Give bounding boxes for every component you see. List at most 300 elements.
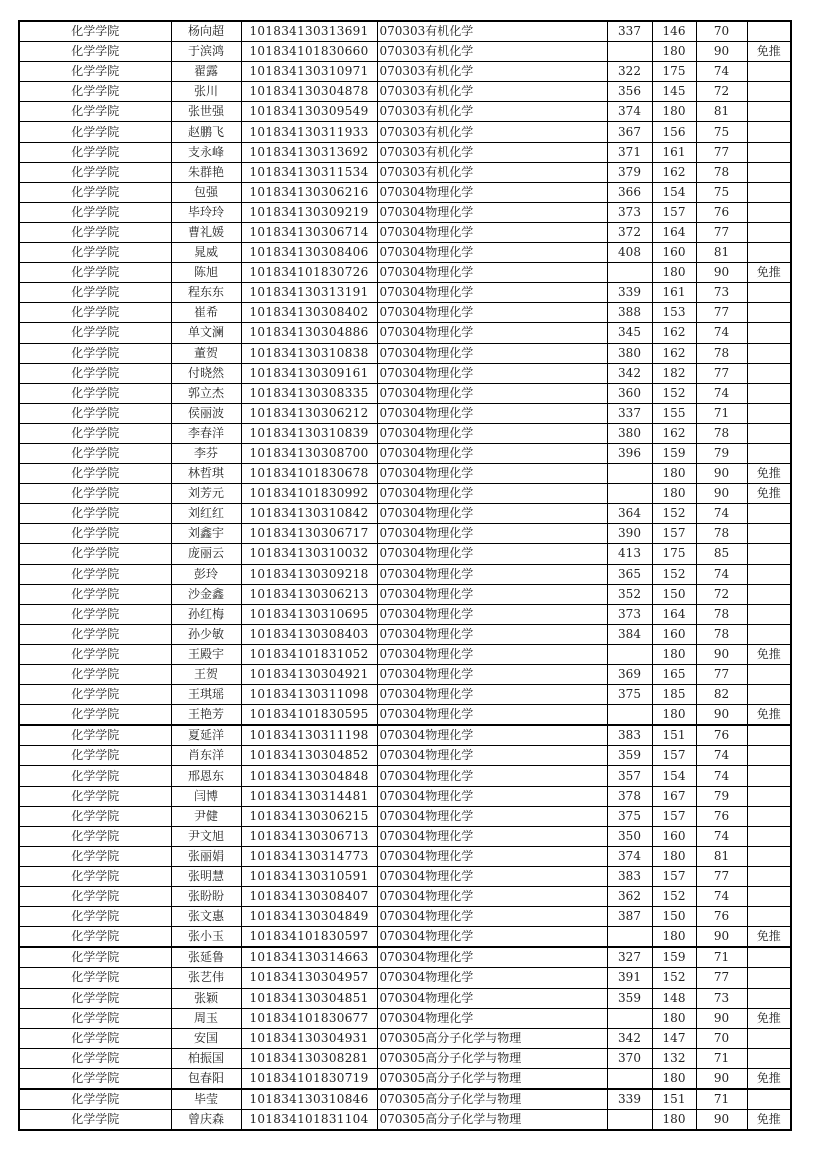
- retest-score-cell: 146: [652, 21, 696, 42]
- final-score-cell: 70: [696, 21, 747, 42]
- table-row: [19, 423, 791, 443]
- major-cell: 070304物理化学: [377, 786, 607, 806]
- initial-score-cell: [607, 464, 652, 484]
- remark-cell: 免推: [747, 263, 791, 283]
- retest-score-cell: 152: [652, 504, 696, 524]
- remark-cell: [747, 62, 791, 82]
- college-cell: 化学学院: [19, 303, 171, 323]
- final-score-cell: 74: [696, 383, 747, 403]
- remark-cell: [747, 665, 791, 685]
- retest-score-cell: 161: [652, 283, 696, 303]
- college-cell: 化学学院: [19, 82, 171, 102]
- final-score-cell: 71: [696, 1048, 747, 1068]
- initial-score-cell: 373: [607, 604, 652, 624]
- initial-score-cell: 339: [607, 283, 652, 303]
- student-name-cell: 张小玉: [171, 927, 241, 948]
- exam-id-cell: 101834130304849: [241, 907, 377, 927]
- remark-cell: [747, 222, 791, 242]
- table-row: [19, 1110, 791, 1131]
- major-cell: 070304物理化学: [377, 968, 607, 988]
- college-cell: 化学学院: [19, 665, 171, 685]
- exam-id-cell: 101834130306213: [241, 584, 377, 604]
- major-cell: 070305高分子化学与物理: [377, 1048, 607, 1068]
- exam-id-cell: 101834130306212: [241, 403, 377, 423]
- college-cell: 化学学院: [19, 806, 171, 826]
- initial-score-cell: 383: [607, 725, 652, 746]
- student-name-cell: 张川: [171, 82, 241, 102]
- student-name-cell: 刘鑫宇: [171, 524, 241, 544]
- final-score-cell: 72: [696, 584, 747, 604]
- initial-score-cell: 373: [607, 202, 652, 222]
- retest-score-cell: 167: [652, 786, 696, 806]
- final-score-cell: 77: [696, 142, 747, 162]
- final-score-cell: 73: [696, 988, 747, 1008]
- student-name-cell: 周玉: [171, 1008, 241, 1028]
- major-cell: 070304物理化学: [377, 222, 607, 242]
- retest-score-cell: 155: [652, 403, 696, 423]
- table-row: [19, 343, 791, 363]
- college-cell: 化学学院: [19, 21, 171, 42]
- major-cell: 070303有机化学: [377, 162, 607, 182]
- remark-cell: [747, 443, 791, 463]
- table-row: [19, 746, 791, 766]
- final-score-cell: 70: [696, 1028, 747, 1048]
- college-cell: 化学学院: [19, 604, 171, 624]
- exam-id-cell: 101834130310695: [241, 604, 377, 624]
- remark-cell: [747, 21, 791, 42]
- exam-id-cell: 101834130306717: [241, 524, 377, 544]
- college-cell: 化学学院: [19, 988, 171, 1008]
- exam-id-cell: 101834101830597: [241, 927, 377, 948]
- major-cell: 070304物理化学: [377, 604, 607, 624]
- initial-score-cell: 374: [607, 102, 652, 122]
- retest-score-cell: 162: [652, 343, 696, 363]
- exam-id-cell: 101834130308335: [241, 383, 377, 403]
- major-cell: 070304物理化学: [377, 866, 607, 886]
- retest-score-cell: 152: [652, 968, 696, 988]
- final-score-cell: 73: [696, 283, 747, 303]
- exam-id-cell: 101834130304848: [241, 766, 377, 786]
- exam-id-cell: 101834130310971: [241, 62, 377, 82]
- remark-cell: [747, 82, 791, 102]
- major-cell: 070304物理化学: [377, 182, 607, 202]
- final-score-cell: 77: [696, 866, 747, 886]
- remark-cell: [747, 564, 791, 584]
- retest-score-cell: 154: [652, 182, 696, 202]
- college-cell: 化学学院: [19, 544, 171, 564]
- exam-id-cell: 101834101830678: [241, 464, 377, 484]
- exam-id-cell: 101834130313692: [241, 142, 377, 162]
- table-row: [19, 584, 791, 604]
- exam-id-cell: 101834101830660: [241, 42, 377, 62]
- final-score-cell: 78: [696, 162, 747, 182]
- major-cell: 070304物理化学: [377, 524, 607, 544]
- retest-score-cell: 159: [652, 443, 696, 463]
- student-name-cell: 王殿宇: [171, 644, 241, 664]
- final-score-cell: 71: [696, 1089, 747, 1110]
- table-row: [19, 62, 791, 82]
- initial-score-cell: 360: [607, 383, 652, 403]
- initial-score-cell: 342: [607, 363, 652, 383]
- remark-cell: [747, 303, 791, 323]
- final-score-cell: 77: [696, 303, 747, 323]
- retest-score-cell: 151: [652, 1089, 696, 1110]
- retest-score-cell: 185: [652, 685, 696, 705]
- major-cell: 070304物理化学: [377, 544, 607, 564]
- remark-cell: [747, 504, 791, 524]
- final-score-cell: 76: [696, 907, 747, 927]
- table-row: [19, 846, 791, 866]
- initial-score-cell: 337: [607, 21, 652, 42]
- retest-score-cell: 157: [652, 524, 696, 544]
- admission-score-table: [18, 20, 792, 1131]
- exam-id-cell: 101834101830726: [241, 263, 377, 283]
- college-cell: 化学学院: [19, 162, 171, 182]
- table-row: [19, 1068, 791, 1089]
- table-row: [19, 504, 791, 524]
- retest-score-cell: 160: [652, 826, 696, 846]
- college-cell: 化学学院: [19, 584, 171, 604]
- initial-score-cell: 369: [607, 665, 652, 685]
- table-row: [19, 826, 791, 846]
- table-row: [19, 303, 791, 323]
- college-cell: 化学学院: [19, 1008, 171, 1028]
- initial-score-cell: 337: [607, 403, 652, 423]
- exam-id-cell: 101834130310032: [241, 544, 377, 564]
- initial-score-cell: 371: [607, 142, 652, 162]
- remark-cell: [747, 746, 791, 766]
- initial-score-cell: 352: [607, 584, 652, 604]
- exam-id-cell: 101834101830992: [241, 484, 377, 504]
- college-cell: 化学学院: [19, 1028, 171, 1048]
- initial-score-cell: [607, 263, 652, 283]
- exam-id-cell: 101834130311534: [241, 162, 377, 182]
- major-cell: 070305高分子化学与物理: [377, 1110, 607, 1131]
- initial-score-cell: 390: [607, 524, 652, 544]
- college-cell: 化学学院: [19, 443, 171, 463]
- college-cell: 化学学院: [19, 383, 171, 403]
- college-cell: 化学学院: [19, 786, 171, 806]
- remark-cell: [747, 423, 791, 443]
- final-score-cell: 79: [696, 443, 747, 463]
- final-score-cell: 78: [696, 604, 747, 624]
- remark-cell: [747, 786, 791, 806]
- retest-score-cell: 150: [652, 584, 696, 604]
- final-score-cell: 90: [696, 263, 747, 283]
- college-cell: 化学学院: [19, 283, 171, 303]
- student-name-cell: 于滨鸿: [171, 42, 241, 62]
- college-cell: 化学学院: [19, 263, 171, 283]
- student-name-cell: 赵鹏飞: [171, 122, 241, 142]
- remark-cell: [747, 243, 791, 263]
- major-cell: 070304物理化学: [377, 665, 607, 685]
- table-row: [19, 705, 791, 726]
- remark-cell: [747, 162, 791, 182]
- student-name-cell: 庞丽云: [171, 544, 241, 564]
- table-row: [19, 907, 791, 927]
- remark-cell: [747, 343, 791, 363]
- student-name-cell: 支永峰: [171, 142, 241, 162]
- student-name-cell: 王艳芳: [171, 705, 241, 726]
- major-cell: 070304物理化学: [377, 947, 607, 968]
- student-name-cell: 翟露: [171, 62, 241, 82]
- exam-id-cell: 101834130311933: [241, 122, 377, 142]
- exam-id-cell: 101834130311198: [241, 725, 377, 746]
- major-cell: 070304物理化学: [377, 403, 607, 423]
- retest-score-cell: 162: [652, 423, 696, 443]
- final-score-cell: 74: [696, 564, 747, 584]
- remark-cell: [747, 725, 791, 746]
- exam-id-cell: 101834130304957: [241, 968, 377, 988]
- remark-cell: [747, 363, 791, 383]
- college-cell: 化学学院: [19, 624, 171, 644]
- remark-cell: [747, 685, 791, 705]
- table-row: [19, 162, 791, 182]
- initial-score-cell: [607, 644, 652, 664]
- final-score-cell: 81: [696, 102, 747, 122]
- table-row: [19, 222, 791, 242]
- initial-score-cell: 391: [607, 968, 652, 988]
- table-row: [19, 42, 791, 62]
- major-cell: 070303有机化学: [377, 62, 607, 82]
- final-score-cell: 79: [696, 786, 747, 806]
- student-name-cell: 崔希: [171, 303, 241, 323]
- table-row: [19, 604, 791, 624]
- college-cell: 化学学院: [19, 766, 171, 786]
- major-cell: 070304物理化学: [377, 644, 607, 664]
- remark-cell: [747, 1028, 791, 1048]
- student-name-cell: 毕玲玲: [171, 202, 241, 222]
- major-cell: 070304物理化学: [377, 685, 607, 705]
- initial-score-cell: 365: [607, 564, 652, 584]
- remark-cell: [747, 323, 791, 343]
- remark-cell: [747, 604, 791, 624]
- major-cell: 070304物理化学: [377, 988, 607, 1008]
- major-cell: 070304物理化学: [377, 484, 607, 504]
- college-cell: 化学学院: [19, 685, 171, 705]
- major-cell: 070304物理化学: [377, 887, 607, 907]
- retest-score-cell: 180: [652, 484, 696, 504]
- table-row: [19, 484, 791, 504]
- major-cell: 070304物理化学: [377, 725, 607, 746]
- remark-cell: 免推: [747, 927, 791, 948]
- college-cell: 化学学院: [19, 403, 171, 423]
- major-cell: 070305高分子化学与物理: [377, 1028, 607, 1048]
- initial-score-cell: 356: [607, 82, 652, 102]
- college-cell: 化学学院: [19, 202, 171, 222]
- initial-score-cell: 379: [607, 162, 652, 182]
- retest-score-cell: 151: [652, 725, 696, 746]
- student-name-cell: 朱群艳: [171, 162, 241, 182]
- college-cell: 化学学院: [19, 826, 171, 846]
- major-cell: 070304物理化学: [377, 846, 607, 866]
- college-cell: 化学学院: [19, 524, 171, 544]
- student-name-cell: 张颖: [171, 988, 241, 1008]
- final-score-cell: 72: [696, 82, 747, 102]
- exam-id-cell: 101834130304852: [241, 746, 377, 766]
- major-cell: 070304物理化学: [377, 826, 607, 846]
- college-cell: 化学学院: [19, 484, 171, 504]
- college-cell: 化学学院: [19, 42, 171, 62]
- retest-score-cell: 164: [652, 222, 696, 242]
- major-cell: 070304物理化学: [377, 383, 607, 403]
- student-name-cell: 张明慧: [171, 866, 241, 886]
- student-name-cell: 曾庆森: [171, 1110, 241, 1131]
- initial-score-cell: 345: [607, 323, 652, 343]
- initial-score-cell: [607, 1068, 652, 1089]
- final-score-cell: 90: [696, 705, 747, 726]
- initial-score-cell: 383: [607, 866, 652, 886]
- table-row: [19, 665, 791, 685]
- major-cell: 070304物理化学: [377, 584, 607, 604]
- retest-score-cell: 152: [652, 564, 696, 584]
- exam-id-cell: 101834130314663: [241, 947, 377, 968]
- college-cell: 化学学院: [19, 968, 171, 988]
- table-row: [19, 947, 791, 968]
- exam-id-cell: 101834130304878: [241, 82, 377, 102]
- student-name-cell: 王贺: [171, 665, 241, 685]
- retest-score-cell: 180: [652, 705, 696, 726]
- student-name-cell: 孙少敏: [171, 624, 241, 644]
- retest-score-cell: 150: [652, 907, 696, 927]
- major-cell: 070304物理化学: [377, 927, 607, 948]
- major-cell: 070304物理化学: [377, 1008, 607, 1028]
- student-name-cell: 陈旭: [171, 263, 241, 283]
- retest-score-cell: 153: [652, 303, 696, 323]
- retest-score-cell: 152: [652, 383, 696, 403]
- table-body: [19, 21, 791, 1130]
- retest-score-cell: 154: [652, 766, 696, 786]
- table-row: [19, 544, 791, 564]
- initial-score-cell: [607, 1008, 652, 1028]
- exam-id-cell: 101834101830719: [241, 1068, 377, 1089]
- exam-id-cell: 101834130304851: [241, 988, 377, 1008]
- college-cell: 化学学院: [19, 927, 171, 948]
- exam-id-cell: 101834130309549: [241, 102, 377, 122]
- college-cell: 化学学院: [19, 363, 171, 383]
- exam-id-cell: 101834101831052: [241, 644, 377, 664]
- student-name-cell: 单文澜: [171, 323, 241, 343]
- retest-score-cell: 164: [652, 604, 696, 624]
- major-cell: 070304物理化学: [377, 343, 607, 363]
- final-score-cell: 71: [696, 403, 747, 423]
- retest-score-cell: 157: [652, 806, 696, 826]
- initial-score-cell: 388: [607, 303, 652, 323]
- remark-cell: [747, 947, 791, 968]
- exam-id-cell: 101834130304921: [241, 665, 377, 685]
- initial-score-cell: 342: [607, 1028, 652, 1048]
- final-score-cell: 78: [696, 524, 747, 544]
- initial-score-cell: 384: [607, 624, 652, 644]
- exam-id-cell: 101834130308403: [241, 624, 377, 644]
- exam-id-cell: 101834101830595: [241, 705, 377, 726]
- initial-score-cell: 357: [607, 766, 652, 786]
- table-row: [19, 1028, 791, 1048]
- college-cell: 化学学院: [19, 102, 171, 122]
- retest-score-cell: 180: [652, 846, 696, 866]
- retest-score-cell: 180: [652, 102, 696, 122]
- table-row: [19, 142, 791, 162]
- table-row: [19, 263, 791, 283]
- retest-score-cell: 182: [652, 363, 696, 383]
- table-row: [19, 383, 791, 403]
- remark-cell: [747, 102, 791, 122]
- final-score-cell: 81: [696, 243, 747, 263]
- major-cell: 070304物理化学: [377, 443, 607, 463]
- college-cell: 化学学院: [19, 323, 171, 343]
- remark-cell: [747, 766, 791, 786]
- retest-score-cell: 157: [652, 202, 696, 222]
- final-score-cell: 76: [696, 725, 747, 746]
- retest-score-cell: 147: [652, 1028, 696, 1048]
- table-row: [19, 968, 791, 988]
- college-cell: 化学学院: [19, 142, 171, 162]
- initial-score-cell: 408: [607, 243, 652, 263]
- final-score-cell: 74: [696, 62, 747, 82]
- major-cell: 070303有机化学: [377, 142, 607, 162]
- remark-cell: [747, 1048, 791, 1068]
- retest-score-cell: 157: [652, 866, 696, 886]
- major-cell: 070304物理化学: [377, 464, 607, 484]
- college-cell: 化学学院: [19, 887, 171, 907]
- initial-score-cell: 367: [607, 122, 652, 142]
- exam-id-cell: 101834130306713: [241, 826, 377, 846]
- table-row: [19, 766, 791, 786]
- final-score-cell: 90: [696, 484, 747, 504]
- student-name-cell: 林哲琪: [171, 464, 241, 484]
- exam-id-cell: 101834130308281: [241, 1048, 377, 1068]
- initial-score-cell: 327: [607, 947, 652, 968]
- student-name-cell: 李芬: [171, 443, 241, 463]
- initial-score-cell: 413: [607, 544, 652, 564]
- major-cell: 070305高分子化学与物理: [377, 1089, 607, 1110]
- initial-score-cell: [607, 42, 652, 62]
- exam-id-cell: 101834130314481: [241, 786, 377, 806]
- table-row: [19, 988, 791, 1008]
- retest-score-cell: 162: [652, 162, 696, 182]
- retest-score-cell: 156: [652, 122, 696, 142]
- initial-score-cell: 396: [607, 443, 652, 463]
- retest-score-cell: 157: [652, 746, 696, 766]
- student-name-cell: 张延鲁: [171, 947, 241, 968]
- final-score-cell: 85: [696, 544, 747, 564]
- exam-id-cell: 101834101831104: [241, 1110, 377, 1131]
- remark-cell: [747, 826, 791, 846]
- student-name-cell: 郭立杰: [171, 383, 241, 403]
- student-name-cell: 侯丽波: [171, 403, 241, 423]
- exam-id-cell: 101834130313691: [241, 21, 377, 42]
- table-row: [19, 443, 791, 463]
- retest-score-cell: 180: [652, 644, 696, 664]
- final-score-cell: 74: [696, 746, 747, 766]
- retest-score-cell: 165: [652, 665, 696, 685]
- table-row: [19, 685, 791, 705]
- college-cell: 化学学院: [19, 1089, 171, 1110]
- initial-score-cell: 364: [607, 504, 652, 524]
- initial-score-cell: [607, 1110, 652, 1131]
- major-cell: 070303有机化学: [377, 102, 607, 122]
- final-score-cell: 75: [696, 122, 747, 142]
- college-cell: 化学学院: [19, 564, 171, 584]
- major-cell: 070304物理化学: [377, 243, 607, 263]
- final-score-cell: 90: [696, 1068, 747, 1089]
- retest-score-cell: 159: [652, 947, 696, 968]
- remark-cell: [747, 383, 791, 403]
- final-score-cell: 81: [696, 846, 747, 866]
- student-name-cell: 张世强: [171, 102, 241, 122]
- retest-score-cell: 145: [652, 82, 696, 102]
- remark-cell: [747, 988, 791, 1008]
